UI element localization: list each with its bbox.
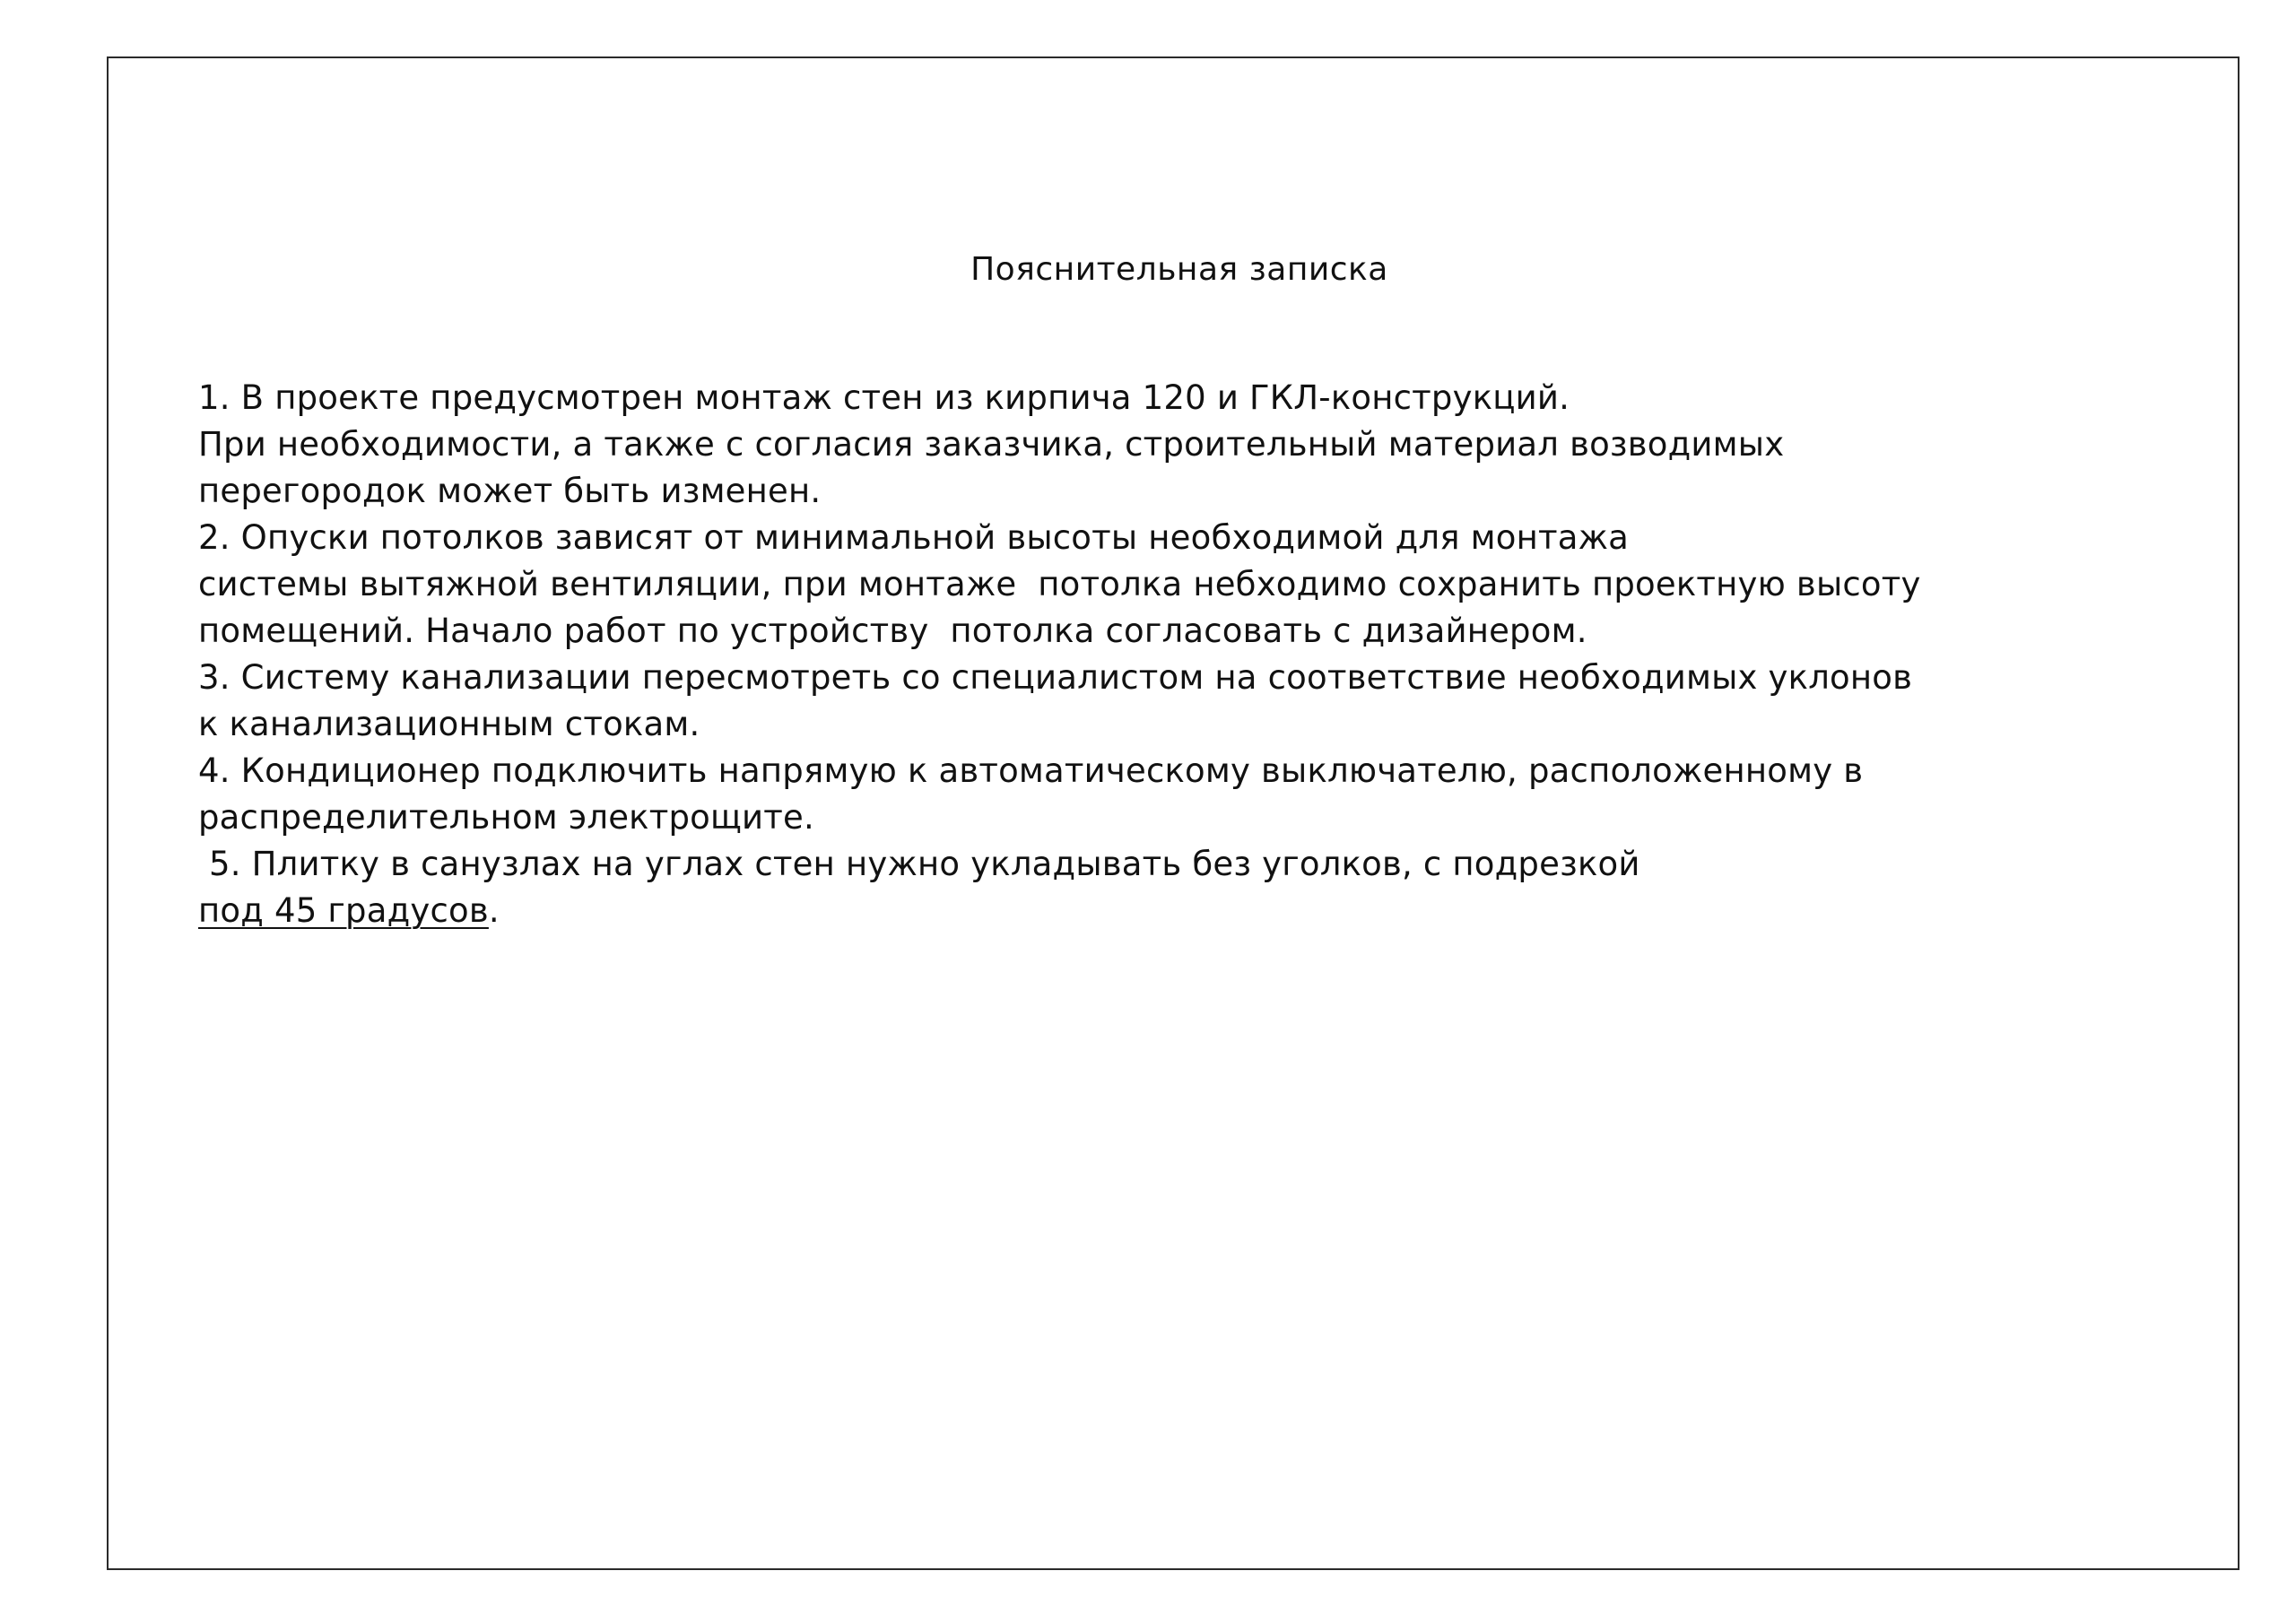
note-line-5: системы вытяжной вентиляции, при монтаже потолка небходимо сохранить проектную высоту — [198, 565, 1921, 603]
note-line-1: 1. В проекте предусмотрен монтаж стен из кирпича 120 и ГКЛ-конструкций. — [198, 378, 1570, 417]
document-title: Пояснительная записка — [970, 251, 1388, 288]
note-line-12 — [198, 888, 1921, 934]
notes-body — [198, 375, 1921, 934]
note-line-4: 2. Опуски потолков зависят от минимальной высоты необходимой для монтажа — [198, 518, 1630, 557]
note-line-6: помещений. Начало работ по устройству потолка согласовать с дизайнером. — [198, 612, 1587, 650]
note-line-9: 4. Кондиционер подключить напрямую к автоматическому выключателю, расположенному в — [198, 751, 1864, 790]
note-line-10: распределительном электрощите. — [198, 798, 814, 837]
note-line-8: к канализационным стокам. — [198, 705, 700, 743]
note-line-2: При необходимости, а также с согласия заказчика, строительный материал возводимых — [198, 425, 1785, 464]
note-line-7: 3. Систему канализации пересмотреть со специалистом на соответствие необходимых уклонов — [198, 658, 1913, 697]
note-line-11: 5. Плитку в санузлах на углах стен нужно укладывать без уголков, с подрезкой — [198, 845, 1640, 883]
final-period: . — [488, 891, 500, 930]
underlined-phrase: под 45 градусов — [198, 891, 489, 930]
note-line-3: перегородок может быть изменен. — [198, 472, 822, 510]
